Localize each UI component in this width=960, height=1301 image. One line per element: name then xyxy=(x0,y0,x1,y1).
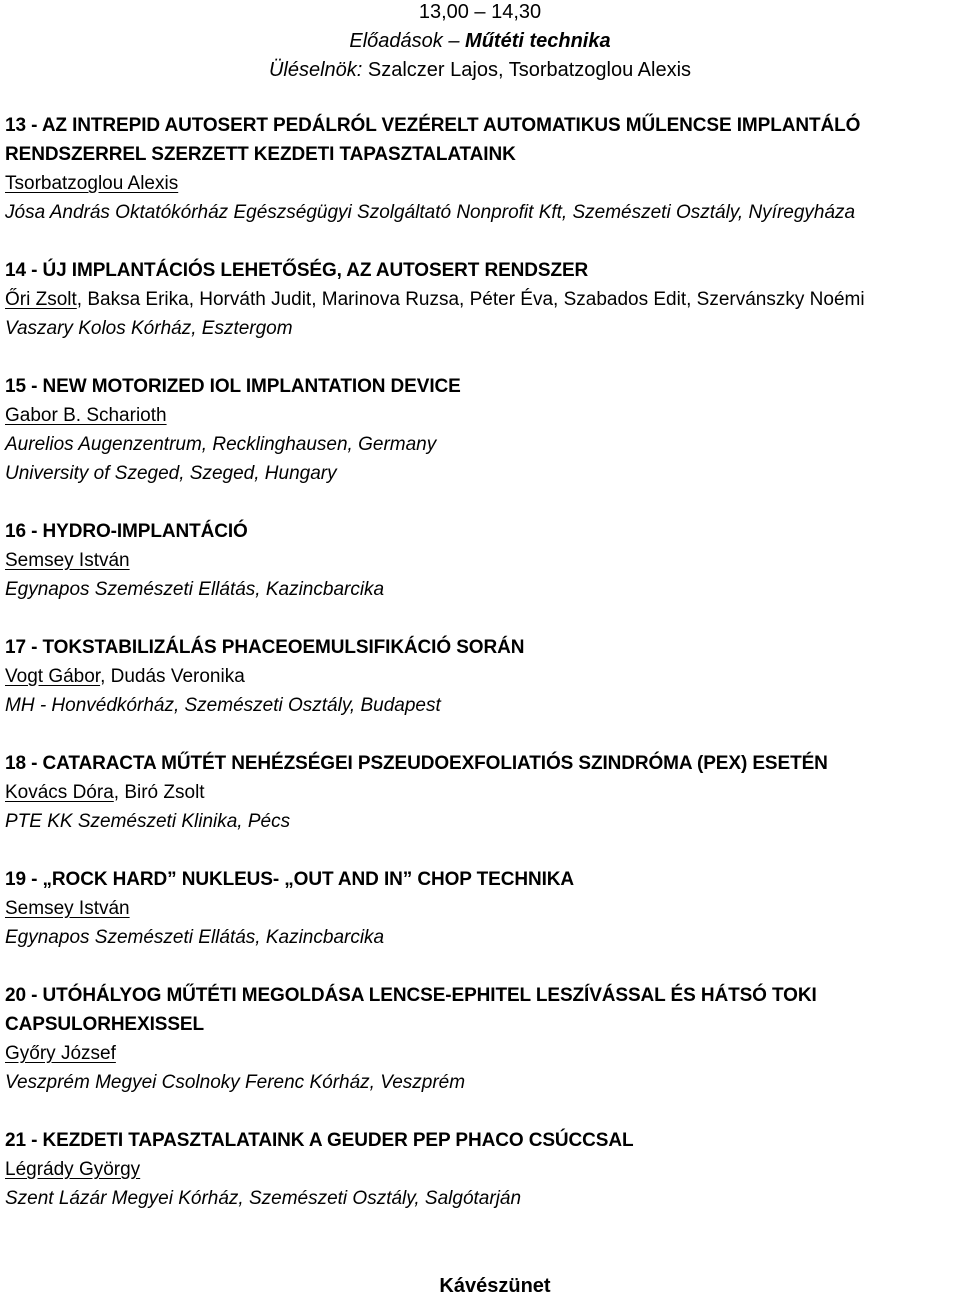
talk-item xyxy=(5,111,955,227)
affiliation: PTE KK Szemészeti Klinika, Pécs xyxy=(5,811,291,832)
break-label: Kávészünet xyxy=(439,1275,551,1297)
affiliation: Egynapos Szemészeti Ellátás, Kazincbarcika xyxy=(5,927,385,948)
presenting-author: Semsey István xyxy=(5,550,130,571)
presenting-author: Tsorbatzoglou Alexis xyxy=(5,173,179,194)
session-type-title: Műtéti technika xyxy=(465,30,611,52)
co-authors: , Dudás Veronika xyxy=(100,666,245,687)
talk-title: 13 - AZ INTREPID AUTOSERT PEDÁLRÓL VEZÉRELT AUTOMATIKUS MŰLENCSE IMPLANTÁLÓ RENDSZERREL SZERZETT KEZDETI TAPASZTALATAINK xyxy=(5,115,861,165)
affiliation: MH - Honvédkórház, Szemészeti Osztály, Budapest xyxy=(5,695,441,716)
talk-item xyxy=(5,256,955,343)
talk-authors xyxy=(5,662,955,691)
session-title xyxy=(0,27,960,56)
talk-authors xyxy=(5,285,955,314)
talk-title: 16 - HYDRO-IMPLANTÁCIÓ xyxy=(5,521,248,542)
talk-item xyxy=(5,1126,955,1213)
presenting-author: Gabor B. Scharioth xyxy=(5,405,167,426)
session-header xyxy=(0,0,960,85)
co-authors: , Baksa Erika, Horváth Judit, Marinova Ruzsa, Péter Éva, Szabados Edit, Szervánszky Noémi xyxy=(76,289,865,310)
talk-item xyxy=(5,749,955,836)
talk-authors xyxy=(5,546,955,575)
talk-authors xyxy=(5,169,955,198)
talk-authors xyxy=(5,1155,955,1184)
presenting-author: Győry József xyxy=(5,1043,116,1064)
affiliation: Veszprém Megyei Csolnoky Ferenc Kórház, Veszprém xyxy=(5,1072,466,1093)
talk-item xyxy=(5,865,955,952)
talk-title: 20 - UTÓHÁLYOG MŰTÉTI MEGOLDÁSA LENCSE-EPHITEL LESZÍVÁSSAL ÉS HÁTSÓ TOKI CAPSULORHEXISSEL xyxy=(5,985,817,1035)
affiliation: Aurelios Augenzentrum, Recklinghausen, Germany xyxy=(5,434,437,455)
affiliation: University of Szeged, Szeged, Hungary xyxy=(5,463,337,484)
session-type-prefix: Előadások – xyxy=(349,30,466,52)
session-chairs-names: Szalczer Lajos, Tsorbatzoglou Alexis xyxy=(362,59,692,81)
presenting-author: Semsey István xyxy=(5,898,130,919)
session-chairs xyxy=(0,56,960,85)
talk-item xyxy=(5,372,955,488)
session-time: 13,00 – 14,30 xyxy=(418,1,542,23)
talk-title: 17 - TOKSTABILIZÁLÁS PHACEOEMULSIFIKÁCIÓ SORÁN xyxy=(5,637,525,658)
presenting-author: Kovács Dóra xyxy=(5,782,114,803)
presenting-author: Őri Zsolt xyxy=(5,289,77,310)
talk-title: 14 - ÚJ IMPLANTÁCIÓS LEHETŐSÉG, AZ AUTOSERT RENDSZER xyxy=(5,260,589,281)
talk-item xyxy=(5,633,955,720)
talk-title: 15 - NEW MOTORIZED IOL IMPLANTATION DEVICE xyxy=(5,376,461,397)
talk-list xyxy=(5,111,955,1242)
affiliation: Szent Lázár Megyei Kórház, Szemészeti Osztály, Salgótarján xyxy=(5,1188,522,1209)
affiliation: Vaszary Kolos Kórház, Esztergom xyxy=(5,318,293,339)
talk-authors xyxy=(5,894,955,923)
talk-item xyxy=(5,517,955,604)
talk-title: 18 - CATARACTA MŰTÉT NEHÉZSÉGEI PSZEUDOEXFOLIATIÓS SZINDRÓMA (PEX) ESETÉN xyxy=(5,753,828,774)
affiliation: Egynapos Szemészeti Ellátás, Kazincbarcika xyxy=(5,579,385,600)
talk-item xyxy=(5,981,955,1097)
talk-authors xyxy=(5,1039,955,1068)
affiliation: Jósa András Oktatókórház Egészségügyi Szolgáltató Nonprofit Kft, Szemészeti Osztály, Nyíregyháza xyxy=(5,202,856,223)
talk-authors xyxy=(5,401,955,430)
presenting-author: Vogt Gábor xyxy=(5,666,101,687)
session-chairs-label: Üléselnök: xyxy=(268,59,363,81)
co-authors: , Biró Zsolt xyxy=(113,782,205,803)
talk-authors xyxy=(5,778,955,807)
talk-title: 21 - KEZDETI TAPASZTALATAINK A GEUDER PEP PHACO CSÚCCSAL xyxy=(5,1130,634,1151)
presenting-author: Légrády György xyxy=(5,1159,141,1180)
talk-title: 19 - „ROCK HARD” NUKLEUS- „OUT AND IN” CHOP TECHNIKA xyxy=(5,869,575,890)
